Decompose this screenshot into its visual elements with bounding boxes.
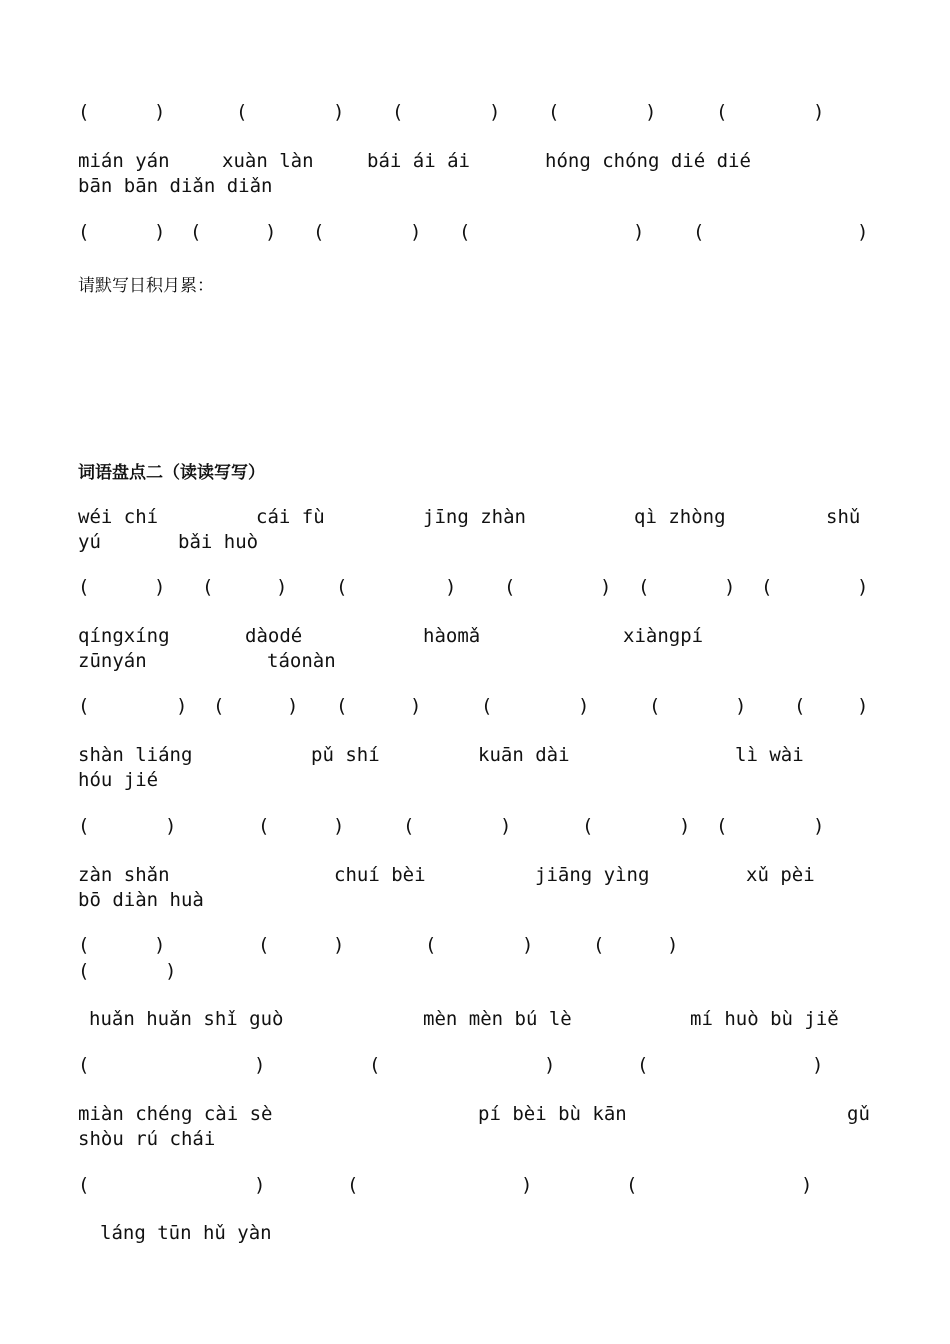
paren-open: ( — [78, 1174, 90, 1196]
paren-close: ) — [521, 1174, 533, 1196]
pinyin-word: táonàn — [267, 650, 336, 672]
section-title: 词语盘点二（读读写写） — [78, 463, 265, 483]
paren-close: ) — [176, 695, 188, 717]
paren-open: ( — [336, 695, 348, 717]
paren-close: ) — [735, 695, 747, 717]
paren-open: ( — [78, 221, 90, 243]
paren-close: ) — [633, 221, 645, 243]
paren-open: ( — [202, 576, 214, 598]
pinyin-word: hóng chóng dié dié — [545, 150, 751, 172]
pinyin-word: bǎi huò — [178, 531, 259, 553]
paren-close: ) — [600, 576, 612, 598]
pinyin-word: bān bān diǎn diǎn — [78, 175, 273, 197]
paren-open: ( — [190, 221, 202, 243]
paren-close: ) — [265, 221, 277, 243]
pinyin-word: dàodé — [245, 625, 303, 647]
recitation-prompt: 请默写日积月累： — [78, 276, 214, 296]
paren-open: ( — [236, 101, 248, 123]
paren-close: ) — [165, 815, 177, 837]
pinyin-word: hàomǎ — [423, 625, 481, 647]
pinyin-word: shàn liáng — [78, 744, 193, 766]
paren-open: ( — [637, 1054, 649, 1076]
paren-close: ) — [154, 576, 166, 598]
pinyin-word: bō diàn huà — [78, 889, 204, 911]
paren-close: ) — [165, 960, 177, 982]
paren-open: ( — [78, 695, 90, 717]
pinyin-word: bái ái ái — [367, 150, 470, 172]
paren-close: ) — [679, 815, 691, 837]
paren-open: ( — [78, 960, 90, 982]
paren-open: ( — [392, 101, 404, 123]
pinyin-word: láng tūn hǔ yàn — [100, 1222, 272, 1244]
paren-close: ) — [667, 934, 679, 956]
paren-open: ( — [593, 934, 605, 956]
paren-open: ( — [347, 1174, 359, 1196]
paren-open: ( — [716, 101, 728, 123]
paren-close: ) — [645, 101, 657, 123]
pinyin-word: shǔ — [826, 506, 861, 528]
pinyin-word: jiāng yìng — [535, 864, 650, 886]
paren-open: ( — [459, 221, 471, 243]
paren-close: ) — [813, 815, 825, 837]
pinyin-word: mián yán — [78, 150, 170, 172]
paren-close: ) — [500, 815, 512, 837]
paren-open: ( — [313, 221, 325, 243]
paren-close: ) — [154, 934, 166, 956]
pinyin-word: mèn mèn bú lè — [423, 1008, 572, 1030]
paren-open: ( — [794, 695, 806, 717]
pinyin-word: zàn shǎn — [78, 864, 170, 886]
paren-open: ( — [716, 815, 728, 837]
pinyin-word: gǔ — [847, 1103, 870, 1125]
paren-open: ( — [548, 101, 560, 123]
paren-close: ) — [544, 1054, 556, 1076]
paren-open: ( — [425, 934, 437, 956]
paren-open: ( — [638, 576, 650, 598]
paren-open: ( — [403, 815, 415, 837]
pinyin-word: shòu rú chái — [78, 1128, 216, 1150]
pinyin-word: hóu jié — [78, 769, 159, 791]
paren-open: ( — [649, 695, 661, 717]
paren-open: ( — [626, 1174, 638, 1196]
pinyin-word: huǎn huǎn shǐ guò — [89, 1008, 284, 1030]
paren-close: ) — [522, 934, 534, 956]
paren-close: ) — [333, 815, 345, 837]
paren-close: ) — [333, 934, 345, 956]
paren-open: ( — [693, 221, 705, 243]
paren-close: ) — [276, 576, 288, 598]
paren-close: ) — [489, 101, 501, 123]
paren-open: ( — [213, 695, 225, 717]
paren-close: ) — [410, 221, 422, 243]
pinyin-word: miàn chéng cài sè — [78, 1103, 273, 1125]
paren-open: ( — [78, 101, 90, 123]
paren-close: ) — [254, 1054, 266, 1076]
paren-close: ) — [287, 695, 299, 717]
paren-close: ) — [857, 576, 869, 598]
pinyin-word: kuān dài — [478, 744, 570, 766]
pinyin-word: qì zhòng — [634, 506, 726, 528]
paren-close: ) — [812, 1054, 824, 1076]
pinyin-word: pǔ shí — [311, 744, 380, 766]
pinyin-word: wéi chí — [78, 506, 159, 528]
pinyin-word: jīng zhàn — [423, 506, 526, 528]
pinyin-word: xǔ pèi — [746, 864, 815, 886]
pinyin-word: qíngxíng — [78, 625, 170, 647]
paren-open: ( — [258, 815, 270, 837]
paren-open: ( — [582, 815, 594, 837]
paren-close: ) — [445, 576, 457, 598]
paren-close: ) — [154, 221, 166, 243]
paren-close: ) — [333, 101, 345, 123]
pinyin-word: mí huò bù jiě — [690, 1008, 839, 1030]
paren-close: ) — [813, 101, 825, 123]
paren-open: ( — [258, 934, 270, 956]
paren-open: ( — [336, 576, 348, 598]
paren-close: ) — [578, 695, 590, 717]
pinyin-word: cái fù — [256, 506, 325, 528]
pinyin-word: xiàngpí — [623, 625, 704, 647]
paren-close: ) — [801, 1174, 813, 1196]
paren-close: ) — [857, 695, 869, 717]
pinyin-word: chuí bèi — [334, 864, 426, 886]
pinyin-word: xuàn làn — [222, 150, 314, 172]
paren-open: ( — [369, 1054, 381, 1076]
pinyin-word: lì wài — [735, 744, 804, 766]
paren-open: ( — [78, 1054, 90, 1076]
paren-open: ( — [78, 934, 90, 956]
pinyin-word: yú — [78, 531, 101, 553]
paren-open: ( — [481, 695, 493, 717]
paren-close: ) — [724, 576, 736, 598]
paren-open: ( — [78, 815, 90, 837]
pinyin-word: pí bèi bù kān — [478, 1103, 627, 1125]
paren-close: ) — [254, 1174, 266, 1196]
paren-open: ( — [761, 576, 773, 598]
paren-close: ) — [410, 695, 422, 717]
paren-open: ( — [504, 576, 516, 598]
paren-close: ) — [154, 101, 166, 123]
paren-open: ( — [78, 576, 90, 598]
paren-close: ) — [857, 221, 869, 243]
pinyin-word: zūnyán — [78, 650, 147, 672]
